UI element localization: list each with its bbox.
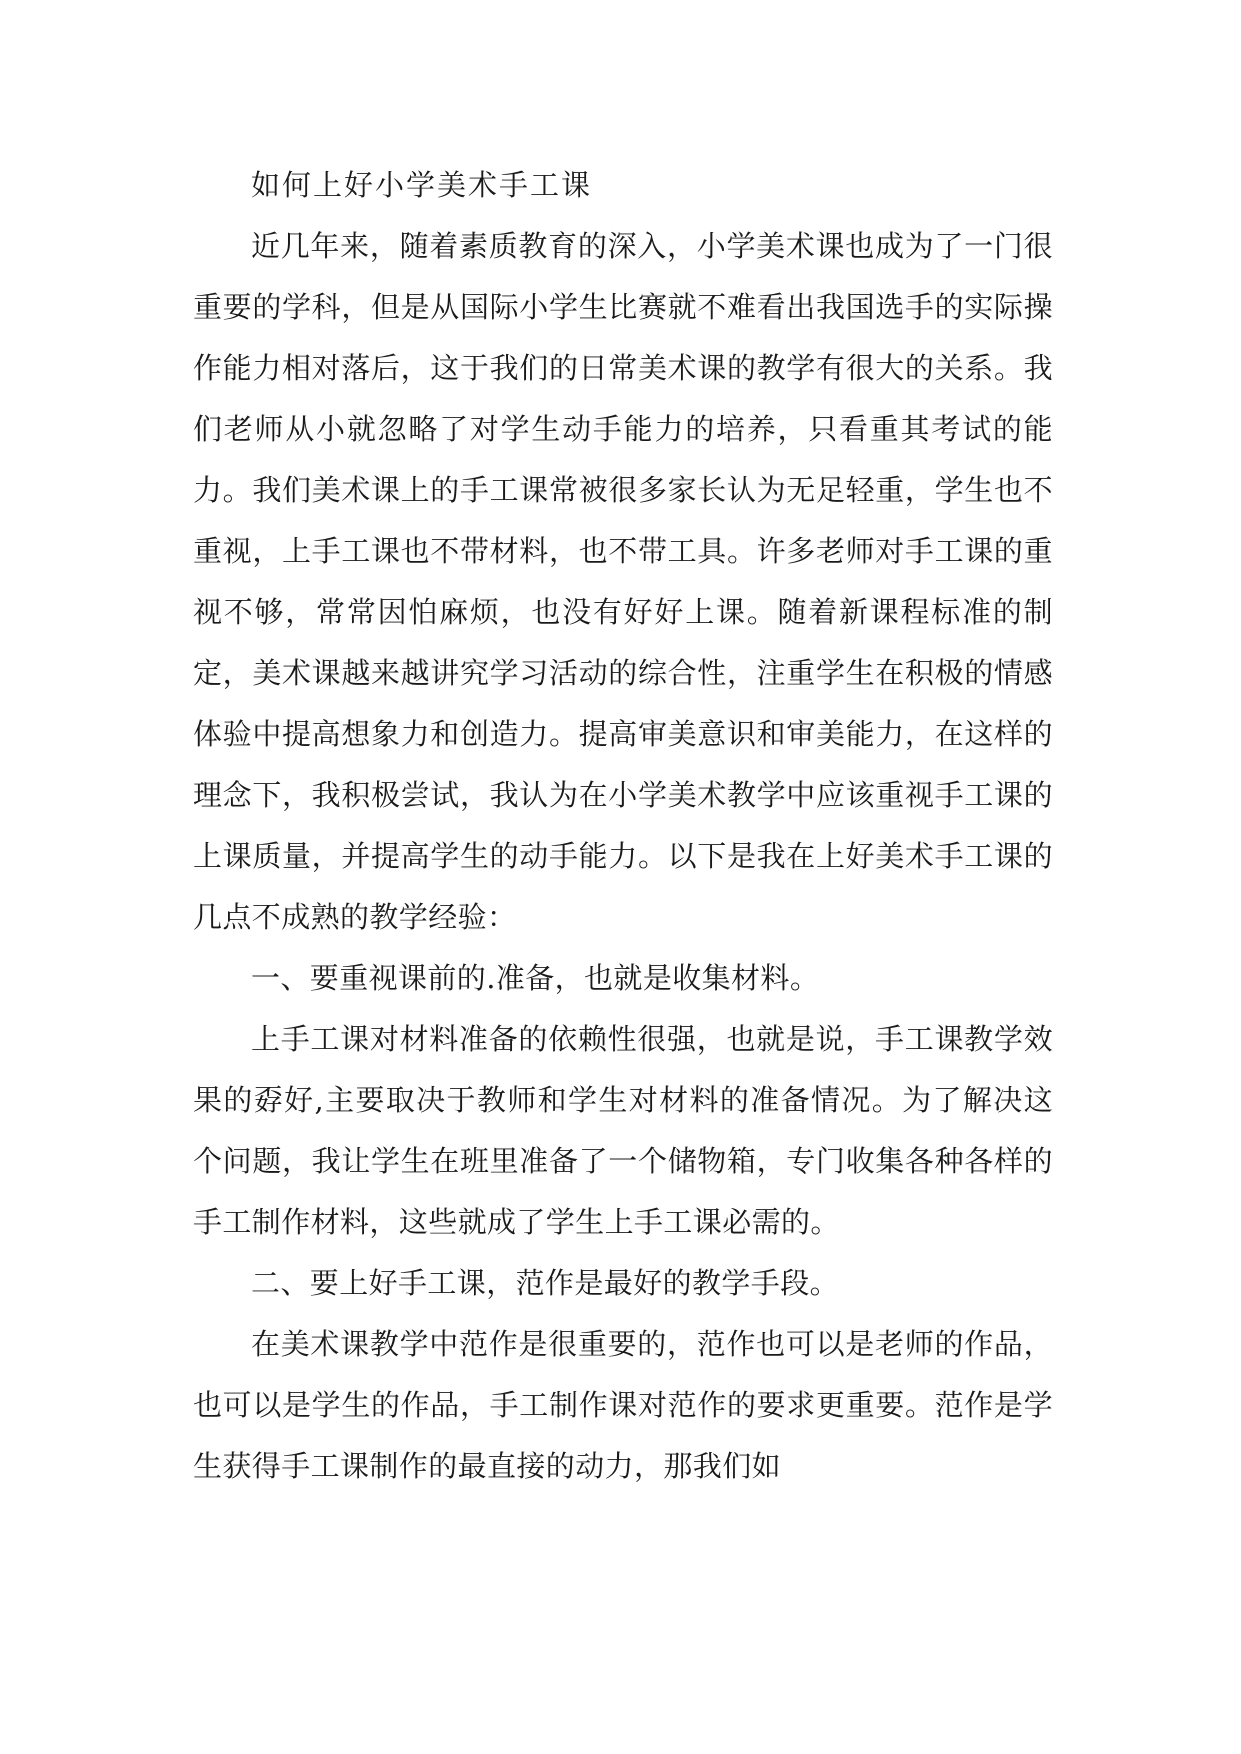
section-heading-2: 二、要上好手工课，范作是最好的教学手段。 <box>251 1266 840 1300</box>
paragraph-examples: 在美术课教学中范作是很重要的，范作也可以是老师的作品，也可以是学生的作品，手工制作课对范作的要求更重要。范作是学生获得手工课制作的最直接的动力，那我们如 <box>193 1327 1053 1483</box>
paragraph-intro: 近几年来，随着素质教育的深入，小学美术课也成为了一门很重要的学科，但是从国际小学生比赛就不难看出我国选手的实际操作能力相对落后，这于我们的日常美术课的教学有很大的关系。我们老师从小就忽略了对学生动手能力的培养，只看重其考试的能力。我们美术课上的手工课常被很多家长认为无足轻重，学生也不重视，上手工课也不带材料，也不带工具。许多老师对手工课的重视不够，常常因怕麻烦，也没有好好上课。随着新课程标准的制定，美术课越来越讲究学习活动的综合性，注重学生在积极的情感体验中提高想象力和创造力。提高审美意识和审美能力，在这样的理念下，我积极尝试，我认为在小学美术教学中应该重视手工课的上课质量，并提高学生的动手能力。以下是我在上好美术手工课的几点不成熟的教学经验： <box>193 229 1053 934</box>
paragraph-materials: 上手工课对材料准备的依赖性很强，也就是说，手工课教学效果的孬好,主要取决于教师和学生对材料的准备情况。为了解决这个问题，我让学生在班里准备了一个储物箱，专门收集各种各样的手工制作材料，这些就成了学生上手工课必需的。 <box>193 1022 1053 1239</box>
document-body <box>193 155 1053 1497</box>
section-heading-1: 一、要重视课前的.准备，也就是收集材料。 <box>251 961 820 995</box>
document-title: 如何上好小学美术手工课 <box>251 168 593 202</box>
